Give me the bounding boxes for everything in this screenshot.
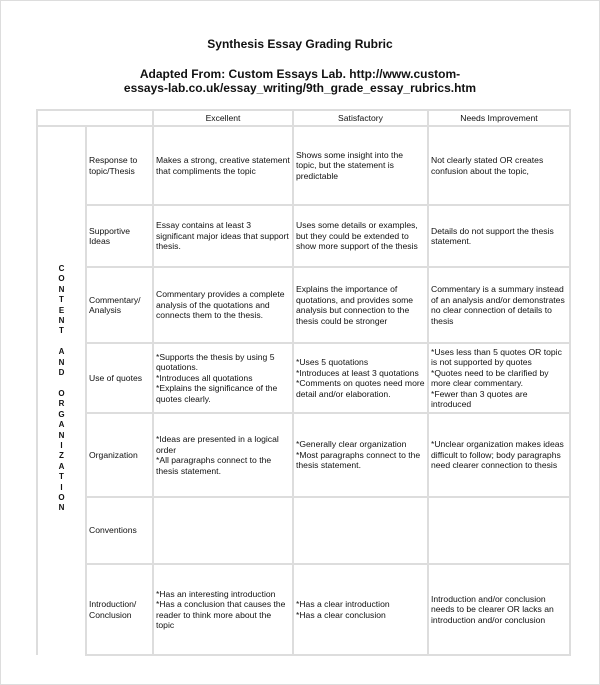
rubric-table — [36, 109, 571, 656]
needs-improvement-cell: *Uses less than 5 quotes OR topic is not supported by quotes *Quotes need to be clarified by more clear commentary. *Fewer than 3 quotes are introduced — [428, 343, 570, 413]
excellent-cell: *Supports the thesis by using 5 quotations. *Introduces all quotations *Explains the significance of the quotes clearly. — [153, 343, 293, 413]
needs-improvement-cell: Introduction and/or conclusion needs to be clearer OR lacks an introduction and/or conclusion — [428, 564, 570, 655]
satisfactory-cell: Shows some insight into the topic, but the statement is predictable — [293, 126, 428, 205]
source-attribution: Adapted From: Custom Essays Lab. http://www.custom-essays-lab.co.uk/essay_writing/9th_grade_essay_rubrics.htm — [123, 67, 477, 95]
header-row — [37, 110, 570, 126]
table-row — [37, 564, 570, 655]
criterion-cell: Organization — [86, 413, 153, 497]
satisfactory-cell — [293, 497, 428, 564]
needs-improvement-cell: Commentary is a summary instead of an analysis and/or demonstrates no clear connection of details to thesis — [428, 267, 570, 343]
excellent-cell: Makes a strong, creative statement that compliments the topic — [153, 126, 293, 205]
header-excellent: Excellent — [153, 110, 293, 126]
table-row — [37, 205, 570, 267]
table-row — [37, 126, 570, 205]
needs-improvement-cell: *Unclear organization makes ideas difficult to follow; body paragraphs need clearer connection to thesis — [428, 413, 570, 497]
excellent-cell — [153, 497, 293, 564]
table-row — [37, 497, 570, 564]
satisfactory-cell: *Uses 5 quotations *Introduces at least 3 quotations *Comments on quotes need more detail and/or elaboration. — [293, 343, 428, 413]
criterion-cell: Supportive Ideas — [86, 205, 153, 267]
table-row — [37, 267, 570, 343]
criterion-cell: Conventions — [86, 497, 153, 564]
category-cell — [37, 126, 86, 655]
criterion-cell: Introduction/ Conclusion — [86, 564, 153, 655]
header-needs-improvement: Needs Improvement — [428, 110, 570, 126]
page-title: Synthesis Essay Grading Rubric — [207, 37, 393, 51]
header-blank — [37, 110, 153, 126]
table-row — [37, 413, 570, 497]
satisfactory-cell: *Generally clear organization *Most paragraphs connect to the thesis statement. — [293, 413, 428, 497]
criterion-cell: Use of quotes — [86, 343, 153, 413]
excellent-cell: *Ideas are presented in a logical order *All paragraphs connect to the thesis statement. — [153, 413, 293, 497]
header-satisfactory: Satisfactory — [293, 110, 428, 126]
excellent-cell: Essay contains at least 3 significant major ideas that support thesis. — [153, 205, 293, 267]
needs-improvement-cell: Not clearly stated OR creates confusion about the topic, — [428, 126, 570, 205]
satisfactory-cell: *Has a clear introduction *Has a clear conclusion — [293, 564, 428, 655]
needs-improvement-cell: Details do not support the thesis statement. — [428, 205, 570, 267]
needs-improvement-cell — [428, 497, 570, 564]
satisfactory-cell: Uses some details or examples, but they could be extended to show more support of the thesis — [293, 205, 428, 267]
table-row — [37, 343, 570, 413]
criterion-cell: Response to topic/Thesis — [86, 126, 153, 205]
excellent-cell: Commentary provides a complete analysis of the quotations and connects them to the thesis. — [153, 267, 293, 343]
category-label: C O N T E N T A N D O R G A N I Z A T I O N — [58, 264, 65, 513]
satisfactory-cell: Explains the importance of quotations, and provides some analysis but connection to the thesis could be stronger — [293, 267, 428, 343]
criterion-cell: Commentary/ Analysis — [86, 267, 153, 343]
excellent-cell: *Has an interesting introduction *Has a conclusion that causes the reader to think more about the topic — [153, 564, 293, 655]
